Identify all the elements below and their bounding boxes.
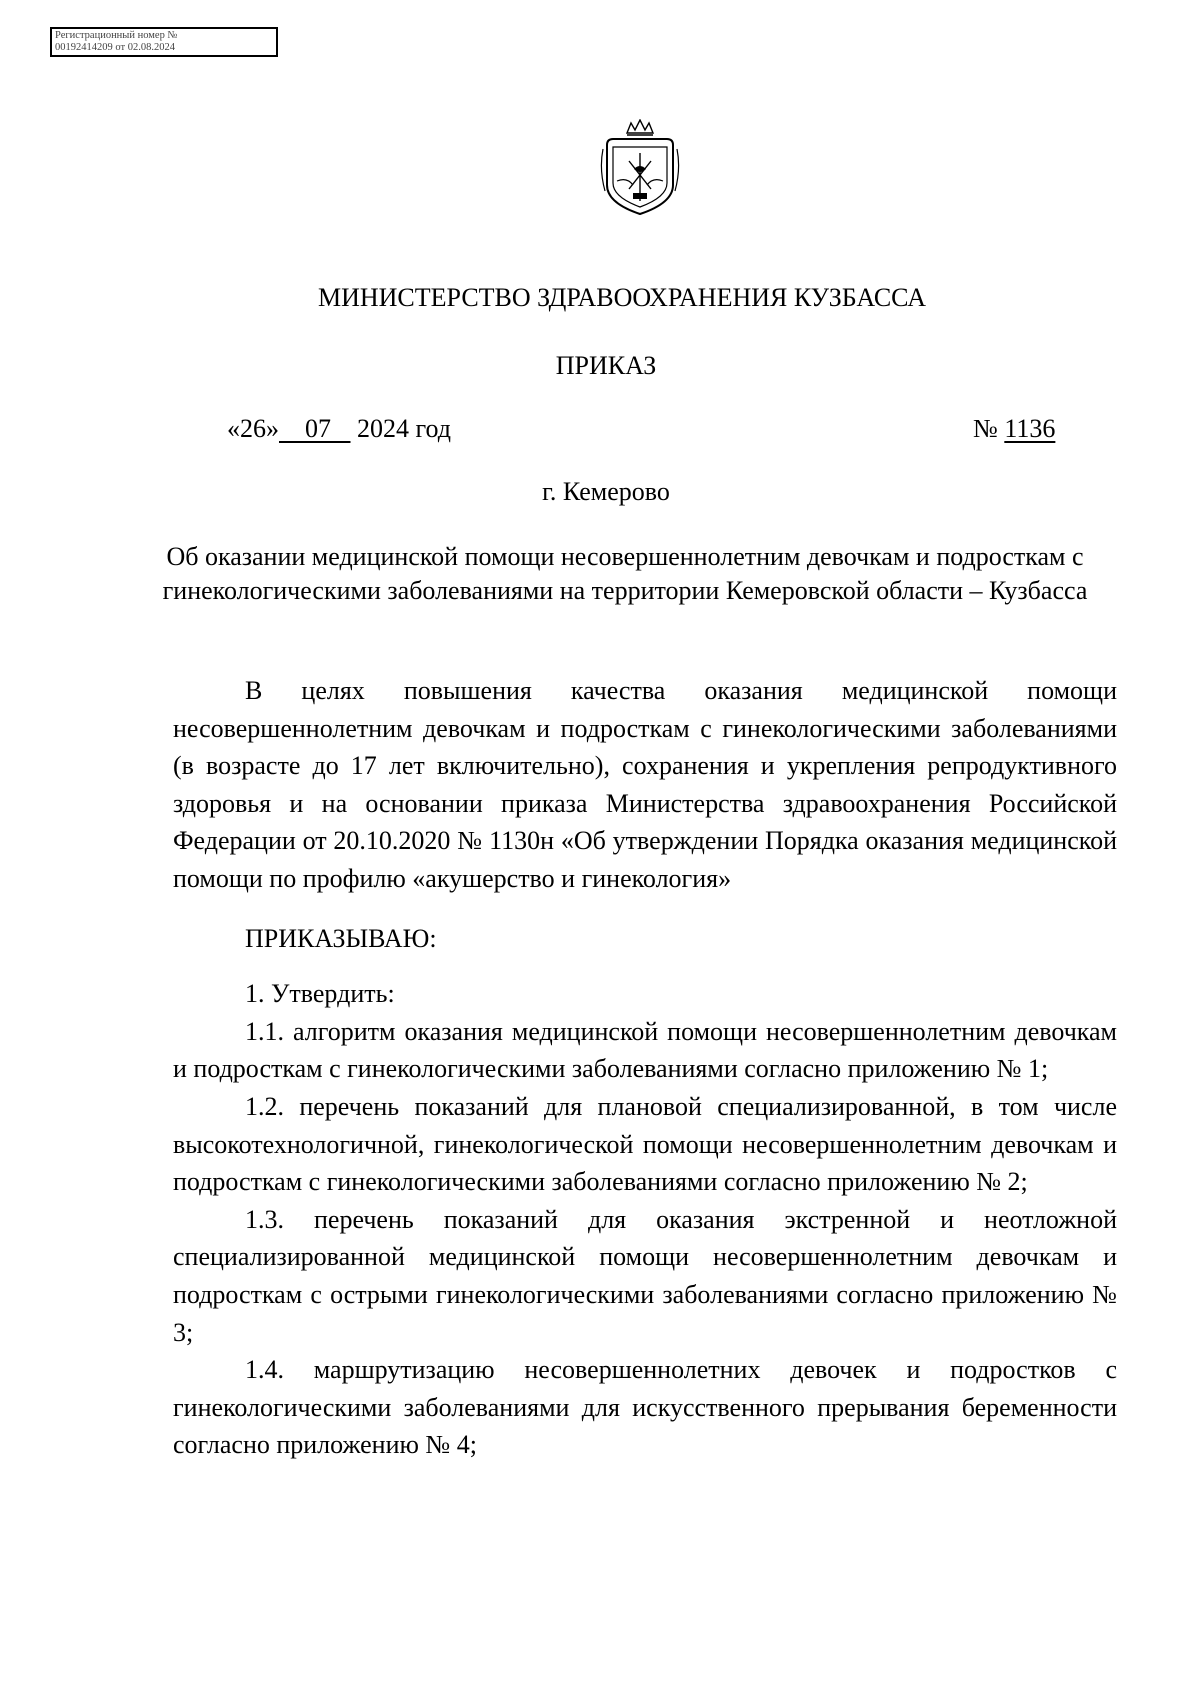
registration-label: Регистрационный номер № [55,30,178,41]
list-item: 1.2. перечень показаний для плановой специализированной, в том числе высокотехнологичной, гинекологической помощи несовершеннолетним девочкам и подросткам с гинекологическими заболеваниями согласно приложению № 2; [173,1091,1117,1197]
number-value: 1136 [1004,414,1056,443]
preamble-paragraph: В целях повышения качества оказания медицинской помощи несовершеннолетним девочкам и подросткам с гинекологическими заболеваниями (в возрасте до 17 лет включительно), сохранения и укрепления репродуктивного здоровья и на основании приказа Министерства здравоохранения Российской Федерации от 20.10.2020 № 1130н «Об утверждении Порядка оказания медицинской помощи по профилю «акушерство и гинекология» [173,676,1117,893]
order-date [227,412,451,446]
coat-of-arms-icon [599,119,681,217]
registration-number: 00192414209 от 02.08.2024 [55,42,175,53]
order-body [173,672,1117,1464]
ministry-title: МИНИСТЕРСТВО ЗДРАВООХРАНЕНИЯ КУЗБАССА [317,283,926,312]
list-item: 1.3. перечень показаний для оказания экстренной и неотложной специализированной медицинской помощи несовершеннолетним девочкам и подросткам с острыми гинекологическими заболеваниями согласно приложению № 3; [173,1204,1117,1347]
number-label: № [973,414,998,443]
list-item: 1.4. маршрутизацию несовершеннолетних девочек и подростков с гинекологическими заболеваниями для искусственного прерывания беременности согласно приложению № 4; [173,1355,1117,1460]
date-month: 07 [305,414,331,443]
list-item: 1.1. алгоритм оказания медицинской помощи несовершеннолетним девочкам и подросткам с гинекологическими заболеваниями согласно приложению № 1; [173,1016,1117,1084]
date-day: «26» [227,414,279,443]
list-item: 1. Утвердить: [245,979,395,1009]
order-directive: ПРИКАЗЫВАЮ: [245,923,437,953]
date-year: 2024 год [357,414,451,443]
city: г. Кемерово [542,477,670,506]
order-number [973,412,1055,446]
order-subject: Об оказании медицинской помощи несовершеннолетним девочкам и подросткам с гинекологическими заболеваниями на территории Кемеровской области – Кузбасса [162,542,1088,605]
registration-stamp [50,27,278,57]
document-type: ПРИКАЗ [555,351,657,380]
